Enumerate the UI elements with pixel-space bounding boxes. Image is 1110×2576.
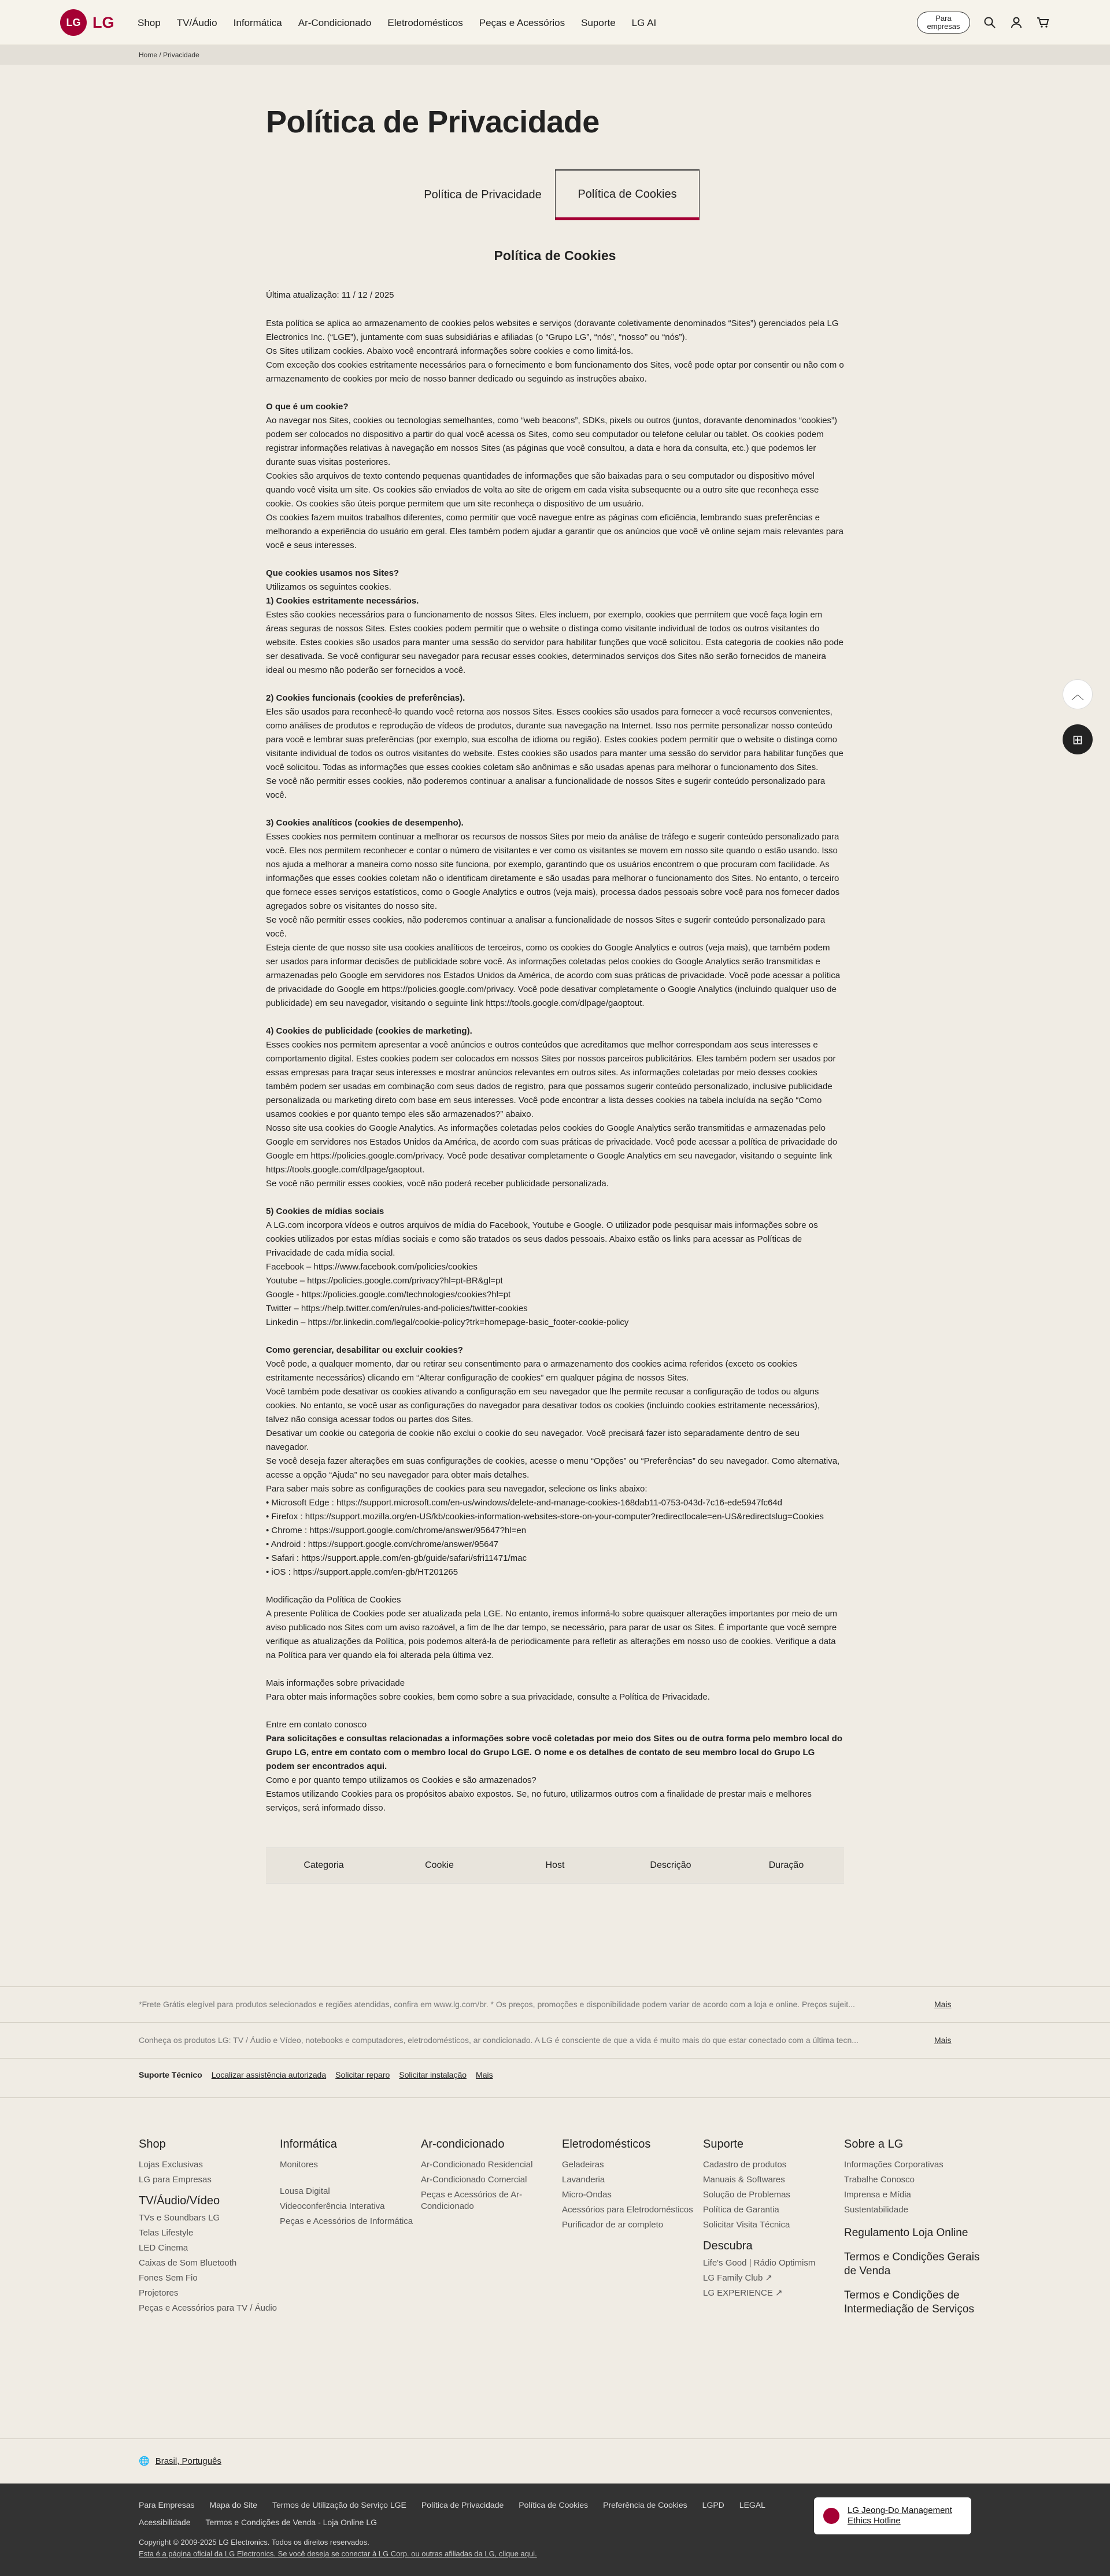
legal-link[interactable]: Política de Cookies	[519, 2500, 589, 2510]
footer-link[interactable]: Ar-Condicionado Residencial	[421, 2160, 533, 2170]
policy-paragraph: Youtube – https://policies.google.com/privacy?hl=pt-BR&gl=pt	[266, 1276, 503, 1286]
footer-link[interactable]: Monitores	[280, 2160, 318, 2170]
policy-paragraph: Desativar um cookie ou categoria de cookie não exclui o cookie do seu navegador. Você precisará fazer isto separadamente dentro de seu navegador.	[266, 1428, 800, 1453]
policy-paragraph: • Chrome : https://support.google.com/chrome/answer/95647?hl=en	[266, 1526, 527, 1536]
ethics-hotline-label[interactable]: LG Jeong-Do Management Ethics Hotline	[848, 2505, 952, 2526]
site-footer	[0, 1986, 1110, 2576]
policy-paragraph: Esteja ciente de que nosso site usa cookies analíticos de terceiros, como os cookies do Google Analytics e outros (veja mais), que também podem ser usados para informar decisões de publicidade sobre você. As informações coletadas pelos cookies do Google Analytics serão transmitidas e armazenadas pelo Google em servidores nos Estados Unidos da América, de acordo com suas práticas de privacidade. Você pode acessar a política de privacidade do Google em https://policies.google.com/privacy. Você pode desativar completamente o Google Analytics (incluindo qualquer uso de publicidade) em seu navegador, visitando o seguinte link https://tools.google.com/dlpage/gaoptout.	[266, 943, 841, 1009]
footer-big-link[interactable]: Termos e Condições Gerais de Venda	[844, 2251, 980, 2278]
footer-column-title[interactable]: Informática	[280, 2138, 337, 2151]
paragraph-gap	[266, 678, 844, 691]
privacy-page	[266, 105, 844, 1986]
footer-link[interactable]: TVs e Soundbars LG	[139, 2213, 220, 2223]
last-updated: Última atualização: 11 / 12 / 2025	[266, 290, 394, 300]
support-link-more[interactable]: Mais	[476, 2070, 493, 2080]
paragraph-gap	[266, 1330, 844, 1343]
policy-paragraph: A presente Política de Cookies pode ser atualizada pela LGE. No entanto, iremos informá-lo sobre quaisquer alterações importantes por meio de um aviso publicado nos Sites com um aviso razoável, a fim de lhe dar tempo, se necessário, para parar de usar os Sites. É importante que você sempre verifique as atualizações da Política, pois podemos alterá-la de periodicamente para refletir as alterações em nosso uso de cookies. Verifique a data na Política para ver quando ela foi alterada pela última vez.	[266, 1609, 838, 1661]
legal-link[interactable]: Termos de Utilização do Serviço LGE	[272, 2500, 406, 2510]
nav-item-shop[interactable]: Shop	[138, 17, 161, 28]
policy-paragraph: Entre em contato conosco	[266, 1720, 367, 1730]
nav-item-eletrodomesticos[interactable]: Eletrodomésticos	[387, 17, 463, 28]
footer-link[interactable]: Fones Sem Fio	[139, 2273, 198, 2283]
section-heading: 3) Cookies analíticos (cookies de desempenho).	[266, 818, 464, 828]
support-label: Suporte Técnico	[139, 2070, 202, 2080]
footer-link[interactable]: Micro-Ondas	[562, 2190, 612, 2200]
policy-paragraph: Facebook – https://www.facebook.com/policies/cookies	[266, 1262, 478, 1272]
lg-logo[interactable]	[60, 9, 114, 36]
footer-link[interactable]: Life's Good | Rádio Optimism	[703, 2258, 816, 2268]
footer-subtitle[interactable]: TV/Áudio/Vídeo	[139, 2194, 220, 2208]
cart-icon[interactable]	[1036, 16, 1050, 29]
legal-link[interactable]: Para Empresas	[139, 2500, 195, 2510]
breadcrumb-separator: /	[159, 51, 161, 59]
support-link-find[interactable]: Localizar assistência autorizada	[211, 2070, 327, 2080]
policy-paragraph: Modificação da Política de Cookies	[266, 1595, 401, 1605]
policy-paragraph: Cookies são arquivos de texto contendo pequenas quantidades de informações que são baixadas para o seu computador ou dispositivo móvel quando você visita um site. Os cookies são enviados de volta ao site de origem em cada visita subsequente ou a outro site que reconheça esse cookie. Os cookies são úteis porque permitem que um site reconheça o dispositivo de um usuário.	[266, 471, 819, 509]
nav-item-informatica[interactable]: Informática	[233, 17, 282, 28]
footer-notice-more[interactable]: Mais	[934, 2000, 952, 2009]
legal-link[interactable]: Acessibilidade	[139, 2518, 191, 2527]
header-actions	[917, 12, 1050, 34]
policy-paragraph: Os cookies fazem muitos trabalhos diferentes, como permitir que você navegue entre as páginas com eficiência, lembrando suas preferências e melhorando a experiência do usuário em geral. Eles também podem ajudar a garantir que os anúncios que você vê online sejam mais relevantes para você e seus interesses.	[266, 513, 843, 551]
footer-link[interactable]: Videoconferência Interativa	[280, 2201, 385, 2212]
support-link-repair[interactable]: Solicitar reparo	[335, 2070, 390, 2080]
footer-columns	[0, 2097, 1110, 2438]
policy-paragraph: A LG.com incorpora vídeos e outros arquivos de mídia do Facebook, Youtube e Google. O utilizador pode pesquisar mais informações sobre os cookies utilizados por estas mídias sociais e como são tratados os seus dados pessoais. Abaixo estão os links para acessar as Políticas de Privacidade de cada mídia social.	[266, 1220, 818, 1259]
legal-link[interactable]: Preferência de Cookies	[603, 2500, 687, 2510]
footer-column-title[interactable]: Sobre a LG	[844, 2138, 904, 2151]
paragraph-gap	[266, 1011, 844, 1024]
support-links	[0, 2058, 1110, 2092]
site-header	[0, 0, 1110, 45]
footer-column	[280, 2138, 421, 2438]
nav-item-pecas[interactable]: Peças e Acessórios	[479, 17, 565, 28]
footer-link[interactable]: Geladeiras	[562, 2160, 604, 2170]
footer-notice	[0, 1986, 1110, 2022]
policy-paragraph: • Safari : https://support.apple.com/en-gb/guide/safari/sfri11471/mac	[266, 1553, 527, 1564]
chevron-up-icon: ︿	[1071, 687, 1084, 702]
legal-link[interactable]: Política de Privacidade	[421, 2500, 504, 2510]
support-link-install[interactable]: Solicitar instalação	[399, 2070, 467, 2080]
cookie-table-header	[266, 1848, 844, 1883]
footer-seo-more[interactable]: Mais	[934, 2035, 952, 2045]
breadcrumb	[0, 45, 1110, 65]
footer-link[interactable]: Acessórios para Eletrodomésticos	[562, 2205, 693, 2215]
footer-link[interactable]: Lavanderia	[562, 2175, 605, 2185]
affiliate-link[interactable]: Esta é a página oficial da LG Electronics. Se você deseja se conectar à LG Corp. ou outras afiliadas da LG, clique aqui.	[139, 2549, 537, 2559]
footer-link[interactable]: Peças e Acessórios para TV / Áudio	[139, 2303, 278, 2314]
footer-big-link[interactable]: Termos e Condições de Intermediação de Serviços	[844, 2289, 974, 2316]
footer-link[interactable]: Cadastro de produtos	[703, 2160, 787, 2170]
grid-icon: ⊞	[1072, 732, 1083, 747]
policy-paragraph: • Android : https://support.google.com/chrome/answer/95647	[266, 1539, 499, 1550]
search-icon[interactable]	[983, 16, 997, 29]
footer-link[interactable]	[280, 2174, 421, 2182]
legal-link[interactable]: LGPD	[702, 2500, 724, 2510]
section-heading: 1) Cookies estritamente necessários.	[266, 596, 419, 606]
legal-link[interactable]: Termos e Condições de Venda - Loja Online LG	[205, 2518, 378, 2527]
section-heading: 5) Cookies de mídias sociais	[266, 1206, 384, 1217]
policy-paragraph: Nosso site usa cookies do Google Analytics. As informações coletadas pelos cookies do Google Analytics serão transmitidas e armazenadas pelo Google em servidores nos Estados Unidos da América, de acordo com suas práticas de privacidade. Você pode acessar a política de privacidade do Google em https://policies.google.com/privacy. Você pode desativar completamente o Google Analytics em seu navegador, visitando o seguinte link https://tools.google.com/dlpage/gaoptout.	[266, 1123, 838, 1175]
quick-menu-button[interactable]	[1063, 724, 1093, 754]
section-heading: 2) Cookies funcionais (cookies de preferências).	[266, 693, 465, 704]
policy-paragraph: Esses cookies nos permitem continuar a melhorar os recursos de nossos Sites por meio da análise de tráfego e sugerir conteúdo personalizado para você. Eles nos permitem reconhecer e contar o número de visitantes e ver como os visitantes se movem em nosso site quando o estão usando. Isso nos ajuda a melhorar a maneira como nosso site funciona, por exemplo, garantindo que os usuários encontrem o que procuram com facilidade. As informações que esses cookies coletam não o identificam diretamente e são usadas para melhorar o funcionamento dos Sites. No entanto, o terceiro que fornece esses serviços estatísticos, como o Google Analytics e outros (veja mais), processa dados pessoais sobre você para nos fornecer dados agregados sobre os visitantes do nosso site.	[266, 832, 840, 912]
scroll-top-button[interactable]	[1063, 679, 1093, 709]
footer-link[interactable]: LG Family Club ↗	[703, 2273, 773, 2283]
policy-paragraph: • iOS : https://support.apple.com/en-gb/HT201265	[266, 1567, 458, 1578]
paragraph-gap	[266, 1663, 844, 1676]
section-heading: Para solicitações e consultas relacionadas a informações sobre você coletadas por meio dos Sites ou de outra forma pelo membro local do Grupo LG, entre em contato com o membro local do Grupo LGE. O nome e os detalhes de contato de seu membro local do Grupo LG podem ser encontrados aqui.	[266, 1734, 842, 1772]
footer-column	[421, 2138, 562, 2438]
policy-paragraph: Esses cookies nos permitem apresentar a você anúncios e outros conteúdos que acreditamos que melhor correspondam aos seus interesses e comportamento digital. Estes cookies podem ser colocados em nossos Sites por nossos parceiros publicitários. Eles também podem ser usados por essas empresas para traçar seus interesses e mostrar anúncios relevantes em outros sites. As informações coletadas por meio desses cookies também podem ser usadas em combinação com seus dados de registro, para que possamos sugerir conteúdo personalizado, inclusive publicidade personalizada ou marketing direto com base em seus interesses. Você pode encontrar a lista desses cookies na tabela incluída na seção “Como usamos cookies e por quanto tempo eles são armazenados?” abaixo.	[266, 1040, 836, 1120]
breadcrumb-home[interactable]: Home	[139, 51, 158, 59]
policy-paragraph: Você pode, a qualquer momento, dar ou retirar seu consentimento para o armazenamento dos cookies acima referidos (exceto os cookies estritamente necessários) clicando em “Alterar configuração de cookies” em qualquer página de nossos Sites.	[266, 1359, 797, 1383]
paragraph-gap	[266, 1704, 844, 1718]
policy-paragraph: Os Sites utilizam cookies. Abaixo você encontrará informações sobre cookies e como limitá-los.	[266, 346, 634, 357]
breadcrumb-current: Privacidade	[163, 51, 199, 59]
col-duracao: Duração	[768, 1860, 804, 1871]
footer-column-title[interactable]: Shop	[139, 2138, 166, 2151]
policy-paragraph: Eles são usados para reconhecê-lo quando você retorna aos nossos Sites. Esses cookies são usados para fornecer a você recursos convenientes, como análises de produtos e reprodução de vídeos de produtos, durante sua navegação na Internet. Isso nos permite personalizar nosso conteúdo para você e lembrar suas preferências (por exemplo, sua escolha de idioma ou região). Estes cookies podem permitir que o website o distinga como visitante individual de todos os outros visitantes do website. Estes cookies são usados para manter uma sessão do servidor para habilitar funções que você solicitou. Todas as informações que esses cookies coletam são anônimas e são usadas apenas para melhorar o funcionamento dos Sites.	[266, 707, 843, 773]
policy-paragraph: Como e por quanto tempo utilizamos os Cookies e são armazenados?	[266, 1775, 536, 1786]
footer-link[interactable]: Lousa Digital	[280, 2186, 330, 2197]
legal-link[interactable]: LEGAL	[739, 2500, 765, 2510]
footer-link[interactable]: Caixas de Som Bluetooth	[139, 2258, 237, 2268]
policy-paragraph: Para saber mais sobre as configurações de cookies para seu navegador, selecione os links abaixo:	[266, 1484, 648, 1494]
footer-link[interactable]: Informações Corporativas	[844, 2160, 944, 2170]
legal-link[interactable]: Mapa do Site	[209, 2500, 257, 2510]
nav-item-lg-ai[interactable]: LG AI	[631, 17, 657, 28]
policy-paragraph: Estamos utilizando Cookies para os propósitos abaixo expostos. Se, no futuro, utilizarmos outros com a finalidade de prestar mais e melhores serviços, será informado disso.	[266, 1789, 812, 1813]
policy-paragraph: Você também pode desativar os cookies ativando a configuração em seu navegador que lhe permite recusar a configuração de todos ou alguns cookies. No entanto, se você usar as configurações do navegador para desativar todos os cookies (incluindo cookies estritamente necessários), talvez não consiga acessar todos ou partes dos Sites.	[266, 1387, 820, 1425]
policy-paragraph: Se você não permitir esses cookies, não poderemos continuar a analisar a funcionalidade de nossos Sites e sugerir conteúdo personalizado para você.	[266, 915, 826, 939]
ethics-hotline[interactable]	[814, 2497, 971, 2534]
policy-paragraph: • Firefox : https://support.mozilla.org/en-US/kb/cookies-information-websites-store-on-your-computer?redirectlocale=en-US&redirectslug=Cookies	[266, 1512, 824, 1522]
nav-item-ar-condicionado[interactable]: Ar-Condicionado	[298, 17, 372, 28]
ethics-logo-icon	[823, 2508, 839, 2524]
footer-link[interactable]: Purificador de ar completo	[562, 2220, 664, 2230]
policy-paragraph: Com exceção dos cookies estritamente necessários para o fornecimento e bom funcionamento dos Sites, você pode optar por consentir ou não com o armazenamento de cookies por meio de nosso banner dedicado ou seguindo as instruções abaixo.	[266, 360, 844, 384]
footer-link[interactable]: LED Cinema	[139, 2243, 188, 2253]
footer-link[interactable]: Solução de Problemas	[703, 2190, 790, 2200]
paragraph-gap	[266, 1579, 844, 1593]
copyright-text: Copyright © 2009-2025 LG Electronics. Todos os direitos reservados.	[139, 2538, 369, 2547]
footer-column	[139, 2138, 280, 2438]
policy-paragraph: Google - https://policies.google.com/technologies/cookies?hl=pt	[266, 1290, 511, 1300]
footer-link[interactable]: LG para Empresas	[139, 2175, 212, 2185]
footer-big-link[interactable]: Regulamento Loja Online	[844, 2227, 968, 2240]
footer-link[interactable]: LG EXPERIENCE ↗	[703, 2288, 783, 2299]
paragraph-gap	[266, 553, 844, 567]
footer-subtitle[interactable]: Descubra	[703, 2240, 753, 2253]
section-heading: Como gerenciar, desabilitar ou excluir cookies?	[266, 1345, 463, 1356]
policy-paragraph: Ao navegar nos Sites, cookies ou tecnologias semelhantes, como “web beacons”, SDKs, pixels ou outros (juntos, doravante denominados “cookies”) podem ser colocados no dispositivo a partir do qual você acessa os Sites, como seu computador ou telefone celular ou tablet. Os cookies podem registrar informações relativas à navegação em nossos Sites (as páginas que você consultou, a data e hora da consulta, etc.) que podemos ler durante suas visitas posteriores.	[266, 416, 838, 468]
footer-link[interactable]: Manuais & Softwares	[703, 2175, 785, 2185]
footer-link[interactable]: Peças e Acessórios de Ar-Condicionado	[421, 2190, 523, 2212]
footer-link[interactable]: Ar-Condicionado Comercial	[421, 2175, 527, 2185]
section-heading: O que é um cookie?	[266, 402, 349, 412]
footer-link[interactable]: Lojas Exclusivas	[139, 2160, 203, 2170]
policy-title: Política de Cookies	[494, 248, 616, 264]
footer-seo	[0, 2022, 1110, 2058]
col-host: Host	[545, 1860, 565, 1871]
copyright	[139, 2537, 1110, 2560]
policy-paragraph: Mais informações sobre privacidade	[266, 1678, 405, 1689]
nav-item-tv-audio[interactable]: TV/Áudio	[176, 17, 217, 28]
footer-link[interactable]: Projetores	[139, 2288, 179, 2299]
footer-column-title[interactable]: Ar-condicionado	[421, 2138, 505, 2151]
col-cookie: Cookie	[425, 1860, 454, 1871]
globe-icon: 🌐	[139, 2456, 150, 2466]
main-nav	[138, 16, 672, 31]
lg-logo-mark: LG	[60, 9, 87, 36]
legal-links	[139, 2499, 775, 2529]
nav-item-suporte[interactable]: Suporte	[581, 17, 616, 28]
footer-link[interactable]: Peças e Acessórios de Informática	[280, 2216, 413, 2227]
policy-paragraph: Se você não permitir esses cookies, você não poderá receber publicidade personalizada.	[266, 1179, 609, 1189]
footer-column-title[interactable]: Suporte	[703, 2138, 744, 2151]
policy-paragraph: Linkedin – https://br.linkedin.com/legal/cookie-policy?trk=homepage-basic_footer-cookie-policy	[266, 1317, 629, 1328]
footer-link[interactable]: Sustentabilidade	[844, 2205, 908, 2215]
policy-paragraph: Twitter – https://help.twitter.com/en/rules-and-policies/twitter-cookies	[266, 1304, 528, 1314]
lg-logo-text: LG	[92, 13, 114, 31]
footer-link[interactable]: Telas Lifestyle	[139, 2228, 194, 2238]
user-icon[interactable]	[1009, 16, 1023, 29]
footer-column	[562, 2138, 703, 2438]
paragraph-gap	[266, 1191, 844, 1205]
section-heading: Que cookies usamos nos Sites?	[266, 568, 399, 579]
footer-notice-text: *Frete Grátis elegível para produtos selecionados e regiões atendidas, confira em www.lg.com/br. * Os preços, promoções e disponibilidade podem variar de acordo com a loja e online. Preços sujeit...	[139, 2000, 855, 2009]
policy-paragraph: Utilizamos os seguintes cookies.	[266, 582, 391, 593]
footer-seo-text: Conheça os produtos LG: TV / Áudio e Vídeo, notebooks e computadores, eletrodomésticos, ar condicionado. A LG é consciente de que a vida é muito mais do que estar conectado com a última tecn...	[139, 2035, 859, 2045]
policy-paragraph: Esta política se aplica ao armazenamento de cookies pelos websites e serviços (doravante coletivamente denominados “Sites”) gerenciados pela LG Electronics Inc. (“LGE”), juntamente com suas subsidiárias e afiliadas (o “Grupo LG”, “nós”, “nosso” ou “nós”).	[266, 319, 839, 343]
footer-link[interactable]: Trabalhe Conosco	[844, 2175, 915, 2185]
tab-privacy-policy[interactable]: Política de Privacidade	[424, 188, 542, 202]
footer-link[interactable]: Solicitar Visita Técnica	[703, 2220, 790, 2230]
policy-body	[266, 317, 844, 1815]
legal-bar	[0, 2484, 1110, 2576]
paragraph-gap	[266, 802, 844, 816]
col-categoria: Categoria	[304, 1860, 344, 1871]
footer-link[interactable]: Política de Garantia	[703, 2205, 779, 2215]
floating-actions	[1063, 679, 1093, 754]
region-selector[interactable]	[0, 2438, 1110, 2484]
footer-column-title[interactable]: Eletrodomésticos	[562, 2138, 651, 2151]
policy-paragraph: Se você deseja fazer alterações em suas configurações de cookies, acesse o menu “Opções” ou “Preferências” do seu navegador. Como alternativa, acesse a opção “Ajuda” no seu navegador para obter mais detalhes.	[266, 1456, 840, 1481]
tab-cookie-policy[interactable]: Política de Cookies	[555, 169, 700, 220]
page-title: Política de Privacidade	[266, 105, 600, 139]
policy-paragraph: Para obter mais informações sobre cookies, bem como sobre a sua privacidade, consulte a Política de Privacidade.	[266, 1692, 710, 1702]
policy-paragraph: Estes são cookies necessários para o funcionamento de nossos Sites. Eles incluem, por exemplo, cookies que permitem que você faça login em áreas seguras de nossos Sites. Estes cookies podem permitir que o website o distinga como visitante individual de todos os outros visitantes do website. Estes cookies são usados para manter uma sessão do servidor para habilitar funções que você solicitou. Esta categoria de cookies não pode ser desativada. Se você configurar seu navegador para recusar esses cookies, determinados serviços dos Sites não serão fornecidos de maneira ideal ou mesmo não poderão ser fornecidos a você.	[266, 610, 843, 676]
policy-paragraph: • Microsoft Edge : https://support.microsoft.com/en-us/windows/delete-and-manage-cookies-168dab11-0753-043d-7c16-ede5947fc64d	[266, 1498, 782, 1508]
business-button[interactable]: Para empresas	[917, 12, 970, 34]
paragraph-gap	[266, 386, 844, 400]
policy-paragraph: Se você não permitir esses cookies, não poderemos continuar a analisar a funcionalidade de nossos Sites e sugerir conteúdo personalizado para você.	[266, 776, 826, 801]
section-heading: 4) Cookies de publicidade (cookies de marketing).	[266, 1026, 472, 1037]
footer-column	[844, 2138, 985, 2438]
footer-link[interactable]: Imprensa e Mídia	[844, 2190, 911, 2200]
policy-tabs	[266, 169, 844, 220]
region-link[interactable]: Brasil, Português	[155, 2456, 221, 2466]
col-descricao: Descrição	[650, 1860, 691, 1871]
footer-column	[703, 2138, 844, 2438]
